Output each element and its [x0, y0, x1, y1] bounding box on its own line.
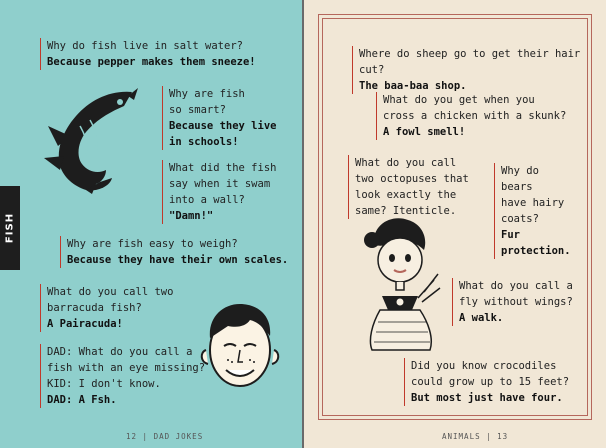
joke-question-line: have hairy [501, 197, 565, 209]
joke-question-line: Did you know crocodiles [411, 360, 557, 372]
joke-question-line: bears [501, 181, 533, 193]
joke-fly [452, 278, 573, 326]
joke-question-line: could grow up to 15 feet? [411, 376, 570, 388]
joke-question-line: What do you call a [459, 280, 573, 292]
joke-fish-wall [162, 160, 276, 224]
joke-answer-line: in schools! [169, 136, 239, 148]
joke-question-line: DAD: What do you call a [47, 346, 193, 358]
joke-question-line: What do you get when you [383, 94, 535, 106]
joke-answer: A walk. [459, 312, 504, 324]
joke-salt-water [40, 38, 256, 70]
right-page [304, 0, 606, 448]
section-tab [0, 186, 20, 270]
boy-face-illustration-icon [198, 298, 282, 394]
joke-question-line: so smart? [169, 104, 226, 116]
joke-answer: Because they have their own scales. [67, 254, 289, 266]
joke-question-line: Why are fish [169, 88, 245, 100]
joke-question: Why do fish live in salt water? [47, 40, 243, 52]
left-page [0, 0, 302, 448]
section-tab-label: FISH [4, 212, 16, 244]
joke-question-line: Why do [501, 165, 539, 177]
joke-smart-fish [162, 86, 276, 150]
fish-illustration-icon [40, 86, 140, 196]
retro-woman-illustration-icon [352, 214, 452, 354]
joke-answer-line: protection. [501, 245, 571, 257]
joke-question-line: fish with an eye missing? [47, 362, 206, 374]
joke-question-line: say when it swam [169, 178, 271, 190]
joke-answer: A Pairacuda! [47, 318, 123, 330]
joke-sheep [352, 46, 606, 94]
joke-eye-missing [40, 344, 205, 408]
joke-question-line: What did the fish [169, 162, 277, 174]
joke-question-line: fly without wings? [459, 296, 573, 308]
page-footer-right: ANIMALS | 13 [442, 432, 509, 441]
joke-question-line: into a wall? [169, 194, 245, 206]
page-footer-left: 12 | DAD JOKES [126, 432, 204, 441]
joke-bears [494, 163, 571, 259]
joke-question-line: coats? [501, 213, 539, 225]
joke-answer: DAD: A Fsh. [47, 394, 117, 406]
joke-answer-line: Fur [501, 229, 520, 241]
joke-weigh [60, 236, 288, 268]
joke-answer: A fowl smell! [383, 126, 466, 138]
joke-answer: But most just have four. [411, 392, 563, 404]
joke-answer: The baa-baa shop. [359, 80, 467, 92]
joke-crocodiles [404, 358, 569, 406]
joke-question: Why are fish easy to weigh? [67, 238, 238, 250]
joke-question: Where do sheep go to get their hair cut? [359, 48, 581, 76]
joke-chicken-skunk [376, 92, 566, 140]
joke-question-line: barracuda fish? [47, 302, 142, 314]
joke-answer: Because pepper makes them sneeze! [47, 56, 256, 68]
joke-question-line: two octopuses that [355, 173, 469, 185]
joke-barracuda [40, 284, 173, 332]
joke-question-line: What do you call [355, 157, 457, 169]
joke-octopuses [348, 155, 469, 219]
joke-question-line: What do you call two [47, 286, 174, 298]
joke-question-line: same? Itenticle. [355, 205, 457, 217]
joke-answer: "Damn!" [169, 210, 214, 222]
joke-question-line: KID: I don't know. [47, 378, 161, 390]
joke-question-line: look exactly the [355, 189, 457, 201]
joke-answer-line: Because they live [169, 120, 277, 132]
joke-question-line: cross a chicken with a skunk? [383, 110, 567, 122]
